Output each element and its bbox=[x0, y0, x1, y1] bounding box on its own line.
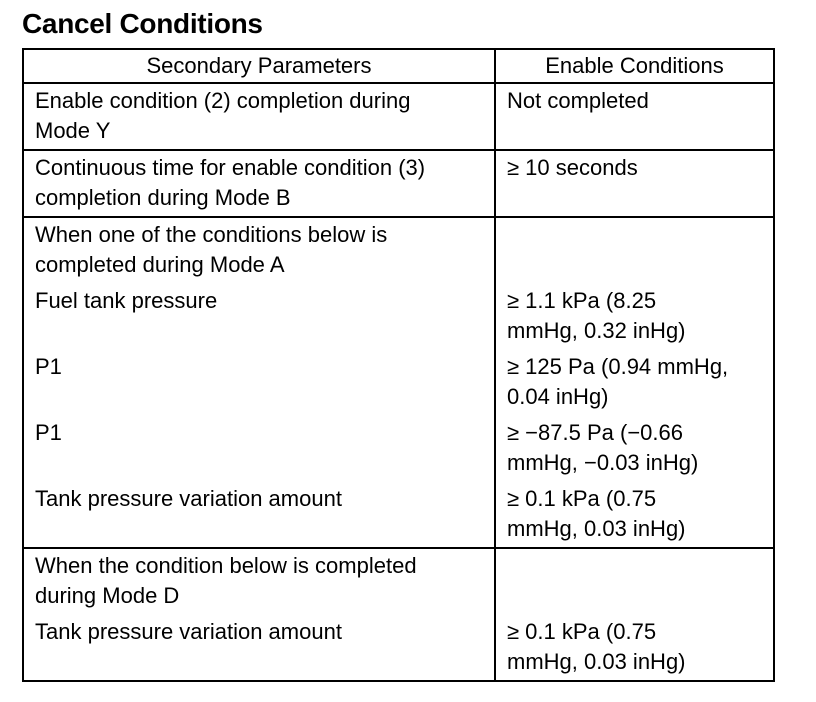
condition-line: mmHg, 0.03 inHg) bbox=[507, 516, 686, 541]
condition-line: mmHg, −0.03 inHg) bbox=[507, 450, 699, 475]
condition-line: mmHg, 0.32 inHg) bbox=[507, 318, 686, 343]
table-row bbox=[23, 217, 774, 548]
parameter-cell bbox=[23, 150, 495, 217]
condition-line: ≥ −87.5 Pa (−0.66 bbox=[507, 420, 683, 445]
table-row bbox=[23, 150, 774, 217]
parameter-line: Mode Y bbox=[35, 118, 111, 143]
condition-cell bbox=[495, 217, 774, 548]
group-intro-line: When the condition below is completed bbox=[35, 553, 417, 578]
condition-line: mmHg, 0.03 inHg) bbox=[507, 649, 686, 674]
parameter-spacer bbox=[35, 647, 486, 677]
table-row bbox=[23, 548, 774, 681]
condition-line: ≥ 10 seconds bbox=[507, 155, 638, 180]
table-row bbox=[23, 83, 774, 150]
condition-spacer bbox=[507, 250, 765, 280]
parameter-line: Continuous time for enable condition (3) bbox=[35, 155, 426, 180]
column-header-enable-conditions: Enable Conditions bbox=[495, 49, 774, 83]
condition-cell bbox=[495, 150, 774, 217]
condition-line: ≥ 0.1 kPa (0.75 bbox=[507, 486, 657, 511]
condition-spacer bbox=[507, 220, 765, 250]
group-intro-line: When one of the conditions below is bbox=[35, 222, 388, 247]
parameter-line: Tank pressure variation amount bbox=[35, 486, 342, 511]
parameter-cell bbox=[23, 548, 495, 681]
condition-cell bbox=[495, 83, 774, 150]
parameter-spacer bbox=[35, 448, 486, 478]
table-header-row bbox=[23, 49, 774, 83]
condition-line: Not completed bbox=[507, 88, 649, 113]
condition-cell bbox=[495, 548, 774, 681]
parameter-cell bbox=[23, 83, 495, 150]
parameter-line: Enable condition (2) completion during bbox=[35, 88, 411, 113]
column-header-secondary-parameters: Secondary Parameters bbox=[23, 49, 495, 83]
parameter-line: completion during Mode B bbox=[35, 185, 291, 210]
parameter-line: Fuel tank pressure bbox=[35, 288, 218, 313]
condition-line: ≥ 125 Pa (0.94 mmHg, bbox=[507, 354, 729, 379]
cancel-conditions-table bbox=[22, 48, 775, 682]
parameter-spacer bbox=[35, 514, 486, 544]
condition-line: 0.04 inHg) bbox=[507, 384, 609, 409]
group-intro-line: completed during Mode A bbox=[35, 252, 285, 277]
page-title: Cancel Conditions bbox=[22, 8, 263, 39]
parameter-line: P1 bbox=[35, 420, 62, 445]
condition-line: ≥ 1.1 kPa (8.25 bbox=[507, 288, 657, 313]
parameter-line: P1 bbox=[35, 354, 62, 379]
condition-spacer bbox=[507, 581, 765, 611]
condition-spacer bbox=[507, 551, 765, 581]
group-intro-line: during Mode D bbox=[35, 583, 180, 608]
parameter-spacer bbox=[35, 382, 486, 412]
condition-line: ≥ 0.1 kPa (0.75 bbox=[507, 619, 657, 644]
parameter-cell bbox=[23, 217, 495, 548]
parameter-line: Tank pressure variation amount bbox=[35, 619, 342, 644]
parameter-spacer bbox=[35, 316, 486, 346]
